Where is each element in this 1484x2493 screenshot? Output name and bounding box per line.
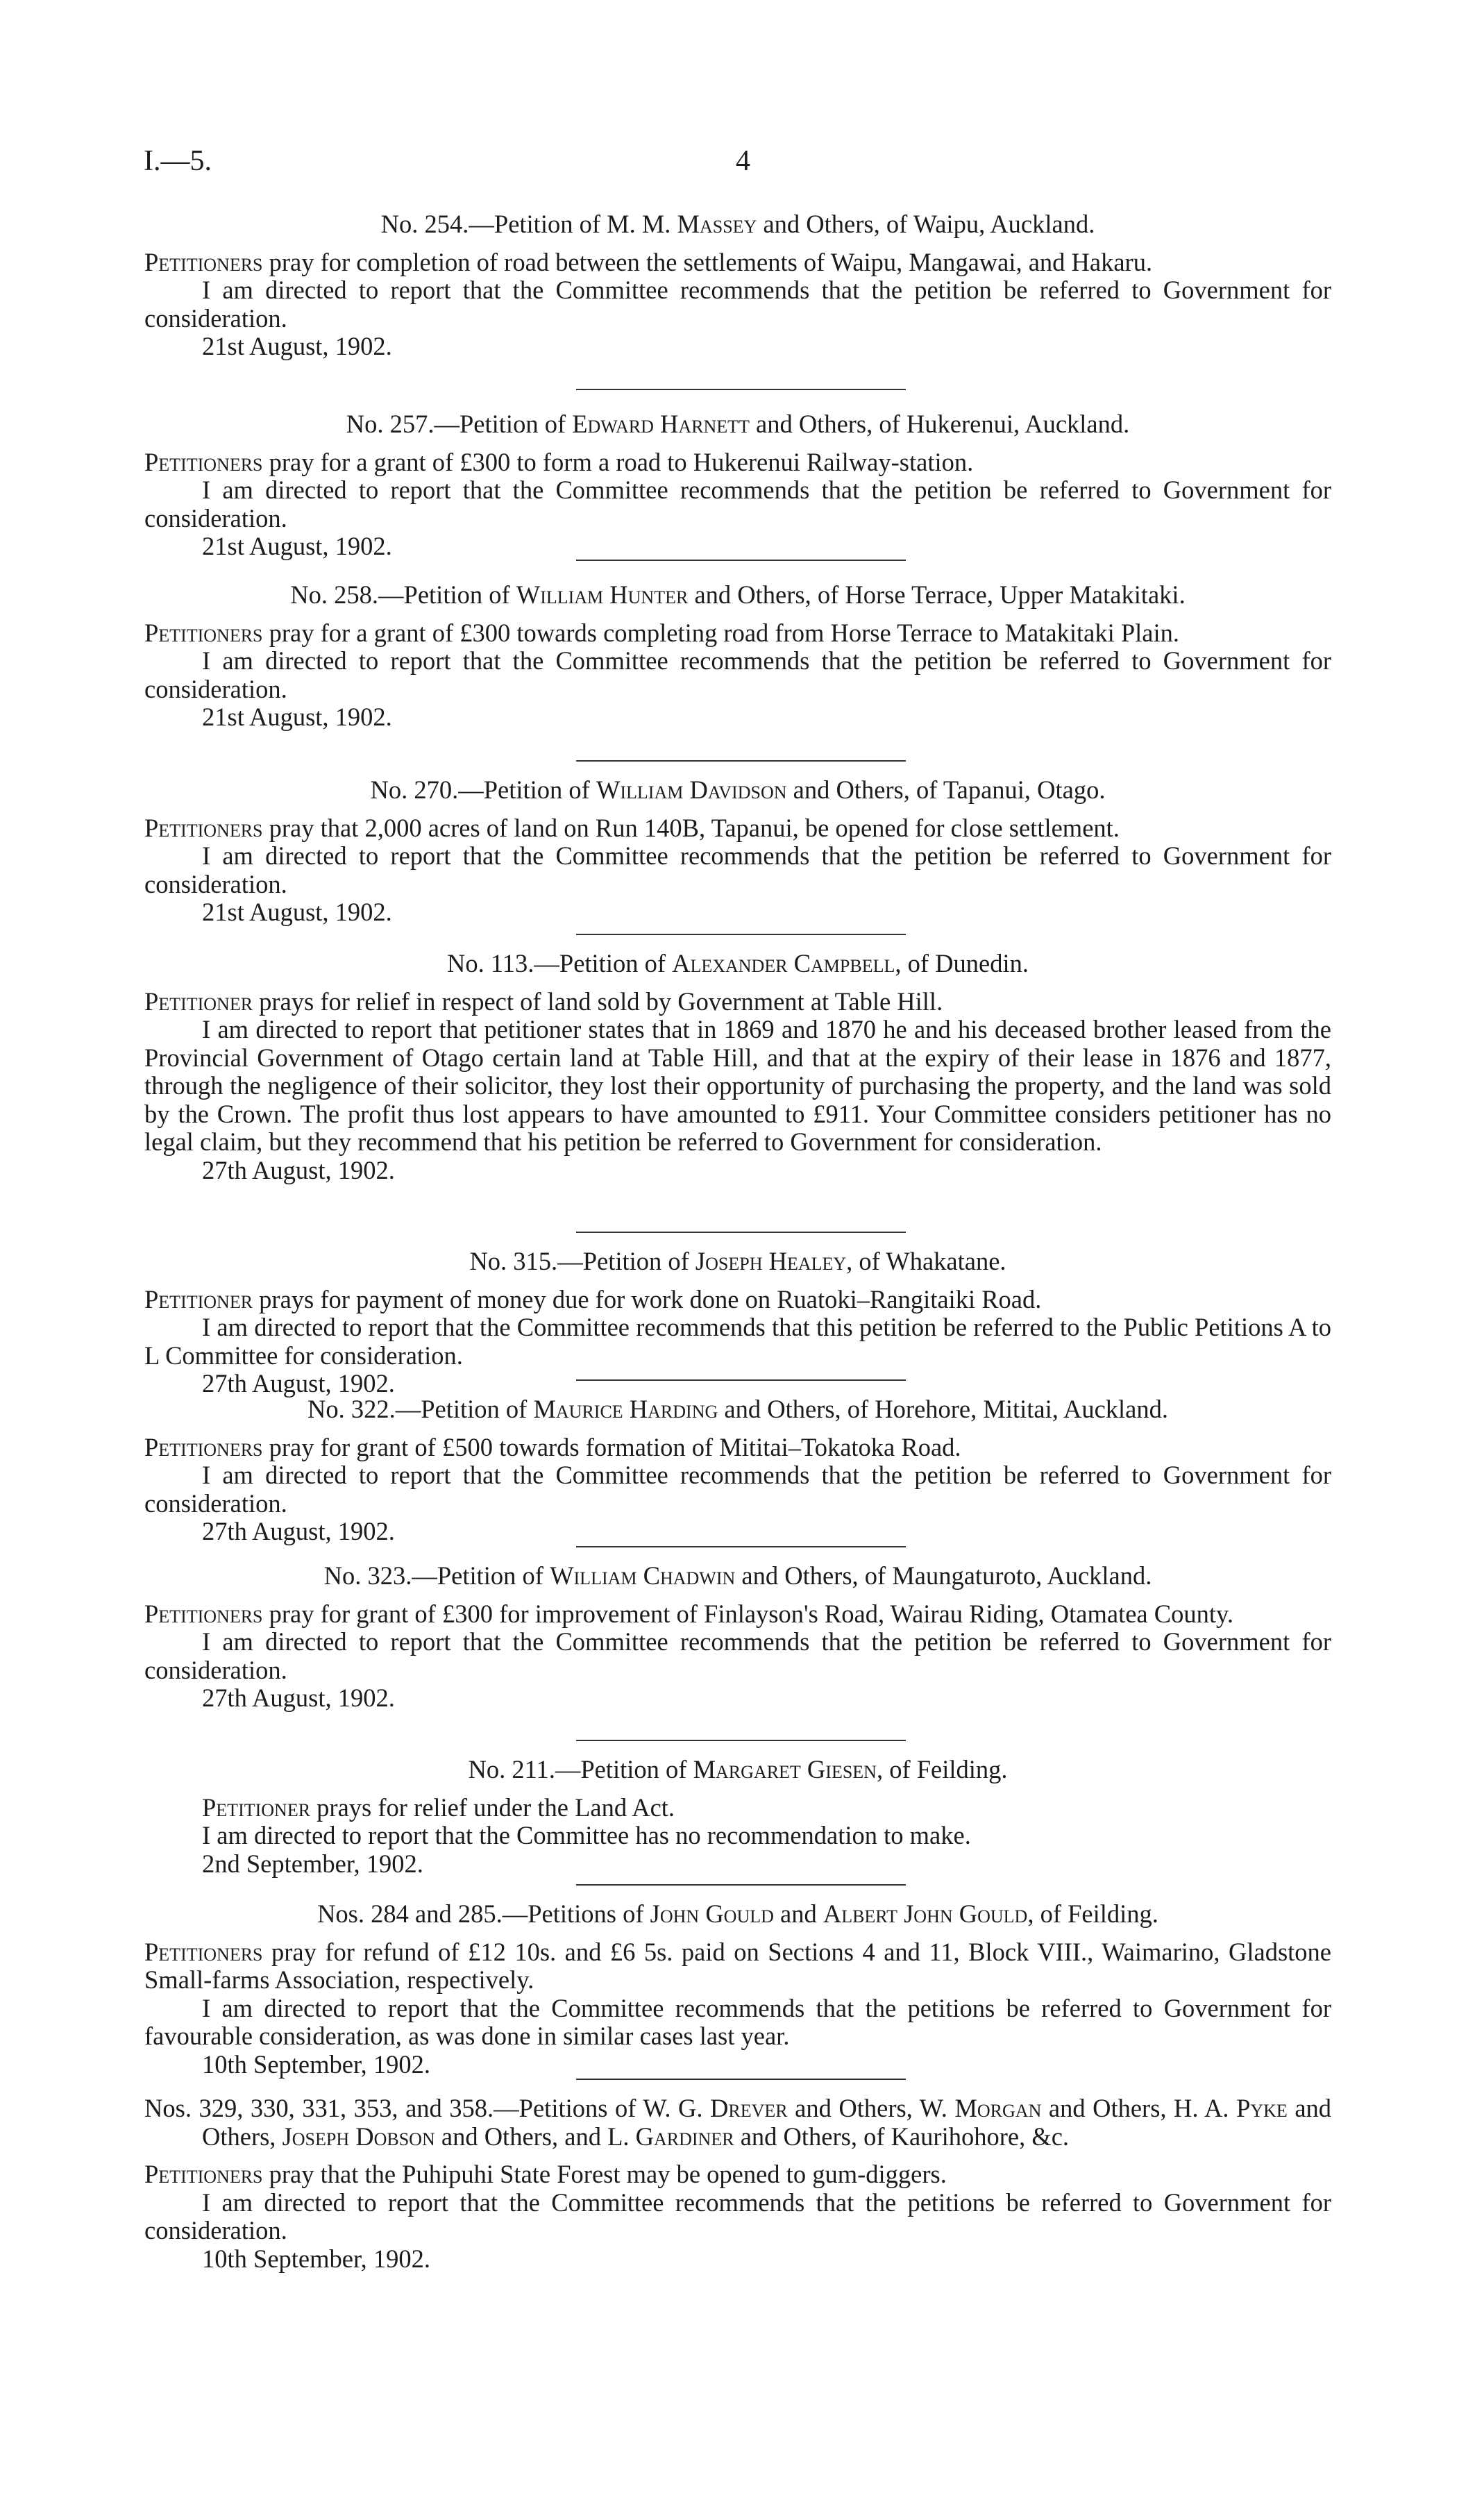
petitioner-name: John Gould	[650, 1899, 774, 1928]
separator-rule	[576, 2079, 906, 2080]
petitioner-name: Drever	[710, 2094, 788, 2122]
committee-report: I am directed to report that the Committee recommends that the petition be referred to Government for consideration.	[144, 1627, 1331, 1684]
committee-report: I am directed to report that the Committee recommends that the petition be referred to Government for consideration.	[144, 646, 1331, 703]
committee-report: I am directed to report that the Committee recommends that the petition be referred to Government for consideration.	[144, 1461, 1331, 1518]
petitioner-name: William Hunter	[516, 580, 689, 609]
petition-entry	[144, 1562, 1331, 1713]
committee-report: I am directed to report that the Committee recommends that the petitions be referred to Government for favourable consideration, as was done in similar cases last year.	[144, 1993, 1331, 2050]
petition-heading: No. 258.—Petition of William Hunter and Others, of Horse Terrace, Upper Matakitaki.	[290, 580, 1186, 609]
petition-prayer: Petitioners pray that 2,000 acres of land on Run 140B, Tapanui, be opened for close settlement.	[144, 813, 1120, 842]
petitioner-name: William Chadwin	[550, 1561, 736, 1590]
petition-prayer: Petitioners pray for grant of £500 towards formation of Mititai–Tokatoka Road.	[144, 1432, 961, 1461]
petitioner-name: Alexander Campbell	[672, 949, 895, 977]
committee-report: I am directed to report that the Committee recommends that the petition be referred to Government for consideration.	[144, 841, 1331, 898]
petition-heading: No. 257.—Petition of Edward Harnett and Others, of Hukerenui, Auckland.	[346, 410, 1130, 438]
report-date: 21st August, 1902.	[202, 332, 392, 360]
petition-prayer: Petitioner prays for relief in respect of land sold by Government at Table Hill.	[144, 987, 943, 1016]
petition-entry	[144, 410, 1331, 561]
petitioner-name: Joseph Healey	[695, 1247, 847, 1275]
petition-heading: No. 113.—Petition of Alexander Campbell, of Dunedin.	[447, 949, 1029, 977]
report-date: 27th August, 1902.	[202, 1369, 395, 1397]
petition-prayer: Petitioners pray that the Puhipuhi State Forest may be opened to gum-diggers.	[144, 2160, 947, 2188]
petition-heading: No. 322.—Petition of Maurice Harding and Others, of Horehore, Mititai, Auckland.	[307, 1395, 1168, 1423]
report-date: 2nd September, 1902.	[202, 1849, 423, 1878]
committee-report: I am directed to report that petitioner states that in 1869 and 1870 he and his deceased brother leased from the Provincial Government of Otago certain land at Table Hill, and that at the expiry of their lease in 1876 and 1877, through the negligence of their solicitor, they lost their opportunity of purchasing the property, and the land was sold by the Crown. The profit thus lost appears to have amounted to £911. Your Committee considers petitioner has no legal claim, but they recommend that his petition be referred to Government for consideration.	[144, 1015, 1331, 1156]
petitioner-name: Edward Harnett	[572, 410, 750, 438]
petition-heading: No. 323.—Petition of William Chadwin and Others, of Maungaturoto, Auckland.	[323, 1561, 1152, 1590]
petitioner-name: Margaret Giesen	[693, 1755, 877, 1783]
petition-heading: Nos. 329, 330, 331, 353, and 358.—Petitions of W. G. Drever and Others, W. Morgan and Others, H. A. Pyke and Others, Joseph Dobson and Others, and L. Gardiner and Others, of Kaurihohore, &c.	[144, 2094, 1332, 2151]
committee-report: I am directed to report that the Committee recommends that the petitions be referred to Government for consideration.	[144, 2188, 1331, 2244]
separator-rule	[576, 389, 906, 390]
petition-prayer: Petitioners pray for refund of £12 10s. and £6 5s. paid on Sections 4 and 11, Block VIII., Waimarino, Gladstone Small-farms Association, respectively.	[144, 1937, 1331, 1994]
report-date: 10th September, 1902.	[202, 2244, 431, 2273]
separator-rule	[576, 560, 906, 561]
petition-entry	[144, 210, 1331, 361]
report-date: 21st August, 1902.	[202, 532, 392, 560]
separator-rule	[576, 760, 906, 762]
report-date: 21st August, 1902.	[202, 703, 392, 731]
petition-prayer: Petitioners pray for completion of road between the settlements of Waipu, Mangawai, and Hakaru.	[144, 247, 1153, 276]
petition-entry	[144, 581, 1331, 732]
petition-prayer: Petitioner prays for relief under the Land Act.	[202, 1793, 675, 1822]
separator-rule	[576, 1546, 906, 1547]
separator-rule	[576, 934, 906, 935]
committee-report: I am directed to report that the Committee recommends that the petition be referred to Government for consideration.	[144, 276, 1331, 333]
petition-prayer: Petitioners pray for a grant of £300 to form a road to Hukerenui Railway-station.	[144, 447, 974, 476]
report-date: 21st August, 1902.	[202, 898, 392, 926]
petition-entry	[144, 1395, 1331, 1546]
petition-heading: No. 315.—Petition of Joseph Healey, of Whakatane.	[469, 1247, 1006, 1275]
petition-entry	[144, 950, 1331, 1184]
petitioner-name: Joseph Dobson	[282, 2122, 435, 2151]
committee-report: I am directed to report that the Committee recommends that this petition be referred to the Public Petitions A to L Committee for consideration.	[144, 1313, 1331, 1370]
petition-entry	[144, 776, 1331, 927]
petitioner-name: M. M. Massey	[607, 210, 757, 238]
separator-rule	[576, 1232, 906, 1233]
separator-rule	[576, 1884, 906, 1886]
petition-entry	[144, 1248, 1331, 1398]
petitioner-name: Maurice Harding	[533, 1395, 718, 1423]
petition-heading: Nos. 284 and 285.—Petitions of John Gould and Albert John Gould, of Feilding.	[317, 1899, 1158, 1928]
committee-report: I am directed to report that the Committee recommends that the petition be referred to Government for consideration.	[144, 476, 1331, 532]
petitioner-name: Albert John Gould	[823, 1899, 1028, 1928]
separator-rule	[576, 1379, 906, 1381]
petitioner-name: Morgan	[954, 2094, 1042, 2122]
page-number: 4	[736, 145, 750, 177]
petition-heading: No. 254.—Petition of M. M. Massey and Others, of Waipu, Auckland.	[380, 210, 1095, 238]
petitioner-name: Gardiner	[635, 2122, 734, 2151]
report-date: 27th August, 1902.	[202, 1684, 395, 1712]
petition-entry	[144, 1900, 1331, 2079]
report-date: 10th September, 1902.	[202, 2049, 431, 2079]
petition-prayer: Petitioners pray for grant of £300 for improvement of Finlayson's Road, Wairau Riding, Otamatea County.	[144, 1599, 1233, 1628]
petition-heading: No. 211.—Petition of Margaret Giesen, of Feilding.	[468, 1755, 1008, 1783]
petition-prayer: Petitioners pray for a grant of £300 towards completing road from Horse Terrace to Matakitaki Plain.	[144, 618, 1180, 647]
petitioner-name: Pyke	[1236, 2094, 1288, 2122]
petition-prayer: Petitioner prays for payment of money due for work done on Ruatoki–Rangitaiki Road.	[144, 1284, 1042, 1313]
separator-rule	[576, 1740, 906, 1741]
petition-entry	[144, 2095, 1331, 2273]
section-reference: I.—5.	[144, 145, 212, 177]
report-date: 27th August, 1902.	[202, 1517, 395, 1545]
petitioner-name: William Davidson	[596, 775, 787, 804]
petition-entry	[144, 1756, 1331, 1878]
petition-heading: No. 270.—Petition of William Davidson and Others, of Tapanui, Otago.	[370, 775, 1106, 804]
committee-report: I am directed to report that the Committee has no recommendation to make.	[202, 1821, 971, 1849]
report-date: 27th August, 1902.	[202, 1155, 395, 1184]
